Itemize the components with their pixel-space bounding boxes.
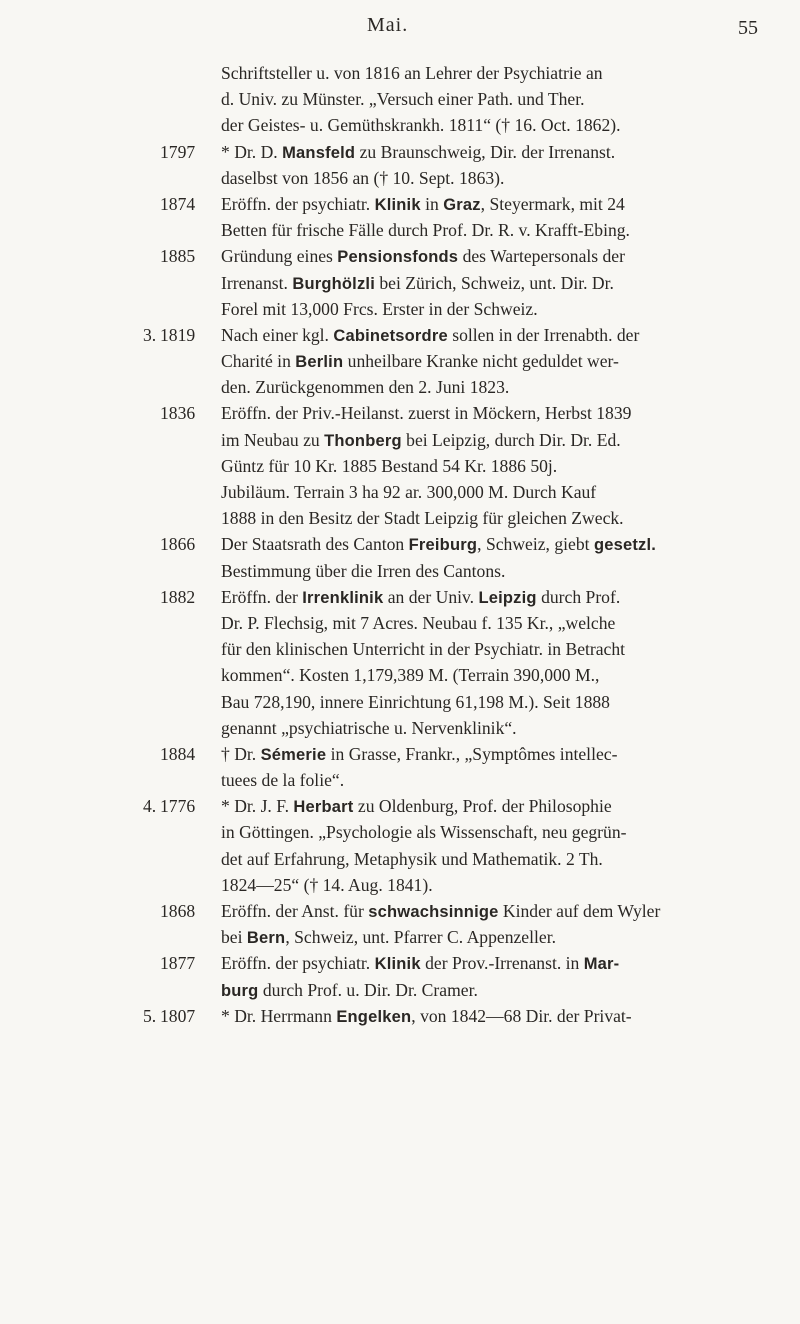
entry-text: in Göttingen. „Psychologie als Wissenschaft, neu gegrün- [221,822,627,843]
entry-text: Bau 728,190, innere Einrichtung 61,198 M.). Seit 1888 [221,691,610,712]
entry [0,584,800,741]
emphasized-term: Klinik [374,955,421,974]
emphasized-term: Engelken [336,1007,412,1026]
entry-year: 1807 [160,1005,196,1026]
entry [0,400,800,531]
emphasized-term: Mar- [583,955,620,974]
entry-year: 1868 [160,901,196,921]
page-number: 55 [738,17,758,39]
entry [0,898,800,950]
entry-line [0,531,800,557]
entry-line [0,610,800,636]
entry-line [0,741,800,767]
entry-line [0,453,800,479]
entry-year: 1874 [160,193,196,214]
entry-text: daselbst von 1856 an († 10. Sept. 1863). [221,167,505,188]
entry-line [0,348,800,374]
entry-text: Eröffn. der Irrenklinik an der Univ. Leipzig durch Prof. [221,586,621,607]
entry-text: 1888 in den Besitz der Stadt Leipzig für gleichen Zweck. [221,508,624,529]
entry [0,139,800,191]
entry-line [0,112,800,138]
entry-line [0,715,800,741]
entry [0,531,800,583]
month-heading: Mai. [367,14,409,36]
entry-line [0,819,800,845]
entry [0,60,800,139]
entry-text: Eröffn. der Anst. für schwachsinnige Kinder auf dem Wyler [221,901,661,921]
emphasized-term: Mansfeld [282,143,356,162]
entry-line [0,139,800,165]
entry-line [0,846,800,872]
entry-text: Eröffn. der psychiatr. Klinik der Prov.-Irrenanst. in Mar- [221,953,620,974]
emphasized-term: Berlin [295,353,344,372]
entry-text: Charité in Berlin unheilbare Kranke nicht geduldet wer- [221,351,619,372]
entry-text: für den klinischen Unterricht in der Psychiatr. in Betracht [221,639,626,660]
day-number: 4. [143,796,157,817]
entry-text: Bestimmung über die Irren des Cantons. [221,560,506,581]
entry-text: den. Zurückgenommen den 2. Juni 1823. [221,377,510,398]
entry-text: * Dr. Herrmann Engelken, von 1842—68 Dir. der Privat- [221,1005,632,1026]
entry-line [0,977,800,1003]
emphasized-term: Cabinetsordre [333,326,448,345]
entry-line [0,322,800,348]
entry-line [0,584,800,610]
entry-text: genannt „psychiatrische u. Nervenklinik“. [221,717,517,738]
entry-text: Güntz für 10 Kr. 1885 Bestand 54 Kr. 1886 50j. [221,455,558,476]
entry-line [0,558,800,584]
entry-year: 1819 [160,324,196,345]
entry [0,322,800,401]
entry-text: d. Univ. zu Münster. „Versuch einer Path. und Ther. [221,89,585,110]
entry [0,950,800,1002]
emphasized-term: Bern [246,929,286,948]
entry-text: det auf Erfahrung, Metaphysik und Mathematik. 2 Th. [221,848,603,869]
entry-text: 1824—25“ († 14. Aug. 1841). [221,874,433,895]
calendar-entries [0,60,800,1029]
entry-text: Jubiläum. Terrain 3 ha 92 ar. 300,000 M. Durch Kauf [221,482,597,502]
entry-year: 1866 [160,534,196,555]
entry-year: 1884 [160,743,196,764]
entry-text: † Dr. Sémerie in Grasse, Frankr., „Symptômes intellec- [221,743,618,764]
emphasized-term: Pensionsfonds [337,248,459,267]
entry-text: Schriftsteller u. von 1816 an Lehrer der Psychiatrie an [221,63,603,83]
entry-text: Eröffn. der psychiatr. Klinik in Graz, Steyermark, mit 24 [221,193,625,214]
entry-line [0,950,800,976]
entry-line [0,767,800,793]
entry-line [0,296,800,322]
emphasized-term: gesetzl. [593,536,657,555]
entry [0,191,800,243]
emphasized-term: burg [221,981,259,1000]
entry-line [0,505,800,531]
entry-year: 1797 [160,141,196,162]
entry-text: tuees de la folie“. [221,770,345,791]
entry [0,1003,800,1029]
entry-line [0,689,800,715]
entry [0,741,800,793]
entry-text: * Dr. J. F. Herbart zu Oldenburg, Prof. der Philosophie [221,796,612,817]
day-number: 3. [143,324,157,345]
entry-text: Forel mit 13,000 Frcs. Erster in der Schweiz. [221,298,538,319]
entry-text: Irrenanst. Burghölzli bei Zürich, Schweiz, unt. Dir. Dr. [221,272,614,293]
entry-year: 1882 [160,586,196,607]
emphasized-term: Sémerie [260,745,327,764]
entry-line [0,793,800,819]
entry-line [0,662,800,688]
emphasized-term: Klinik [374,195,421,214]
entry-line [0,86,800,112]
entry [0,793,800,898]
emphasized-term: Leipzig [478,588,537,607]
entry-text: burg durch Prof. u. Dir. Dr. Cramer. [221,979,478,1000]
entry-text: kommen“. Kosten 1,179,389 M. (Terrain 390,000 M., [221,665,600,686]
emphasized-term: Freiburg [408,536,478,555]
entry-text: im Neubau zu Thonberg bei Leipzig, durch Dir. Dr. Ed. [221,429,621,450]
entry-line [0,374,800,400]
entry-text: bei Bern, Schweiz, unt. Pfarrer C. Appenzeller. [221,927,556,948]
emphasized-term: Graz [443,195,481,214]
entry-line [0,60,800,86]
entry-line [0,270,800,296]
entry-line [0,165,800,191]
entry-text: Der Staatsrath des Canton Freiburg, Schweiz, giebt gesetzl. [221,534,657,555]
entry-year: 1877 [160,953,196,974]
entry-line [0,872,800,898]
emphasized-term: Irrenklinik [302,588,384,607]
emphasized-term: schwachsinnige [368,903,499,921]
entry-text: * Dr. D. Mansfeld zu Braunschweig, Dir. der Irrenanst. [221,141,616,162]
entry [0,243,800,322]
entry-year: 1836 [160,403,196,424]
emphasized-term: Burghölzli [292,274,375,293]
entry-text: Gründung eines Pensionsfonds des Wartepersonals der [221,246,625,267]
entry-line [0,427,800,453]
entry-line [0,1003,800,1029]
entry-line [0,191,800,217]
entry-line [0,924,800,950]
entry-text: Dr. P. Flechsig, mit 7 Acres. Neubau f. 135 Kr., „welche [221,612,616,633]
entry-line [0,400,800,426]
entry-line [0,479,800,505]
entry-year: 1885 [160,246,196,267]
entry-text: der Geistes- u. Gemüthskrankh. 1811“ († 16. Oct. 1862). [221,115,621,136]
entry-line [0,217,800,243]
emphasized-term: Thonberg [324,431,402,450]
entry-year: 1776 [160,796,196,817]
entry-text: Nach einer kgl. Cabinetsordre sollen in der Irrenabth. der [221,324,640,345]
emphasized-term: Herbart [293,798,354,817]
entry-line [0,636,800,662]
entry-text: Betten für frische Fälle durch Prof. Dr. R. v. Krafft-Ebing. [221,220,630,241]
entry-text: Eröffn. der Priv.-Heilanst. zuerst in Möckern, Herbst 1839 [221,403,632,424]
running-header [0,14,800,44]
entry-line [0,898,800,924]
day-number: 5. [143,1005,157,1026]
entry-line [0,243,800,269]
